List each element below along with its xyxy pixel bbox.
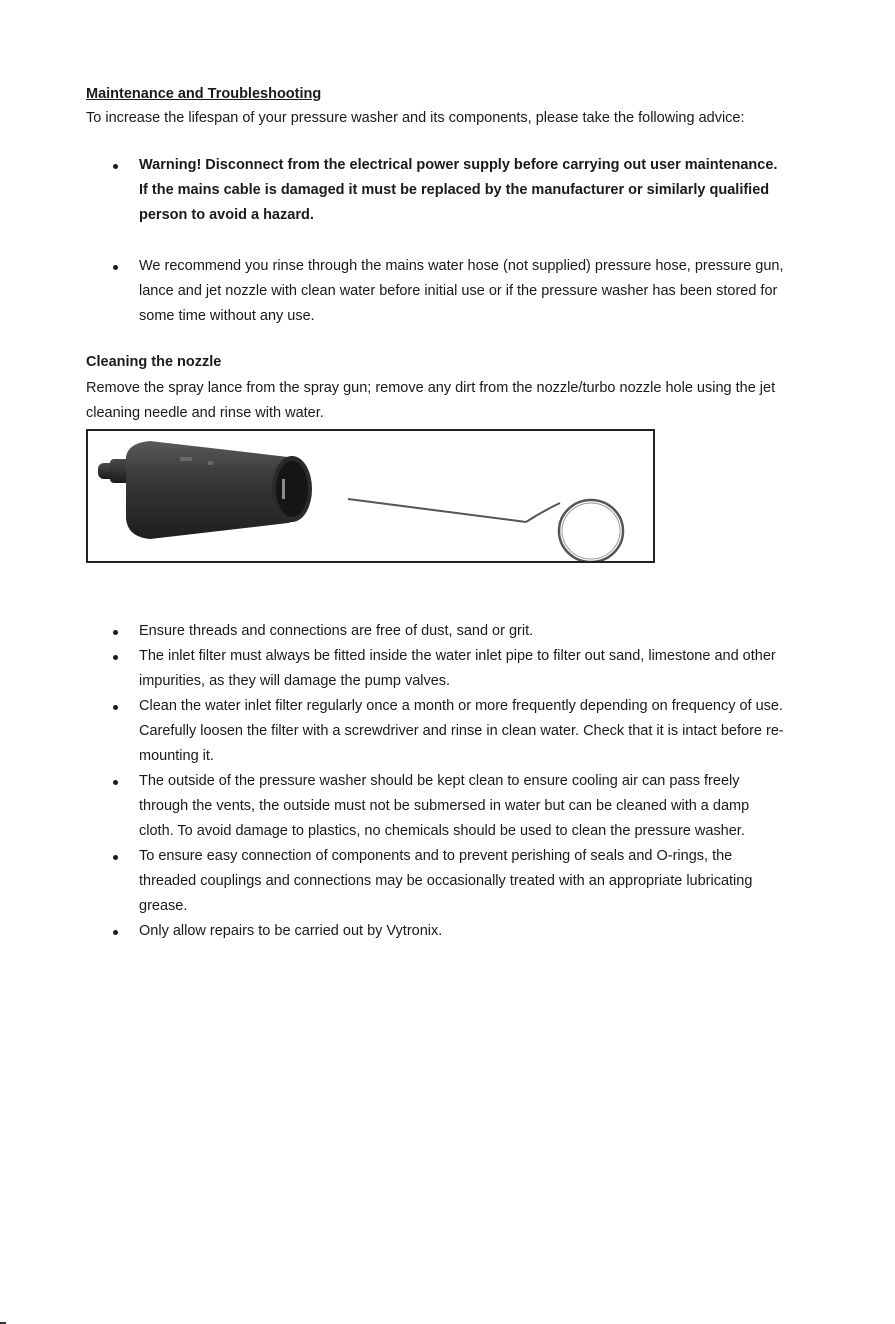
- tip-line: The inlet filter must always be fitted inside the water inlet pipe to filter out sand, limestone and other: [139, 648, 776, 664]
- bullet-icon: [113, 164, 118, 169]
- maintenance-intro: To increase the lifespan of your pressure washer and its components, please take the following advice:: [86, 110, 745, 126]
- nozzle-and-needle-illustration: [88, 431, 653, 561]
- nozzle-text-line: Remove the spray lance from the spray gun; remove any dirt from the nozzle/turbo nozzle hole using the jet: [86, 380, 776, 396]
- maintenance-heading: Maintenance and Troubleshooting: [86, 86, 322, 102]
- warning-line: If the mains cable is damaged it must be replaced by the manufacturer or similarly qualified: [139, 182, 770, 198]
- cleaning-nozzle-text: [86, 376, 816, 426]
- tip-line: grease.: [139, 898, 188, 914]
- rinse-line: lance and jet nozzle with clean water before initial use or if the pressure washer has been stored for: [139, 283, 778, 299]
- tip-item: [110, 644, 825, 694]
- bullet-icon: [113, 855, 118, 860]
- bullet-icon: [113, 930, 118, 935]
- cleaning-nozzle-heading: Cleaning the nozzle: [86, 354, 222, 370]
- maintenance-tips-list: [110, 619, 825, 944]
- nozzle-icon: [98, 441, 312, 539]
- tip-line: Only allow repairs to be carried out by Vytronix.: [139, 923, 443, 939]
- tip-line: through the vents, the outside must not be submersed in water but can be cleaned with a damp: [139, 798, 750, 814]
- tip-line: impurities, as they will damage the pump valves.: [139, 673, 451, 689]
- tip-item: [110, 844, 825, 919]
- warning-line: Warning! Disconnect from the electrical power supply before carrying out user maintenance.: [139, 157, 778, 173]
- warning-list: [110, 153, 825, 228]
- rinse-line: We recommend you rinse through the mains water hose (not supplied) pressure hose, pressure gun,: [139, 258, 784, 274]
- tip-item: [110, 919, 825, 944]
- bullet-icon: [113, 780, 118, 785]
- tip-line: Carefully loosen the filter with a screwdriver and rinse in clean water. Check that it is intact before re-: [139, 723, 784, 739]
- tip-line: cloth. To avoid damage to plastics, no chemicals should be used to clean the pressure washer.: [139, 823, 745, 839]
- tip-item: [110, 769, 825, 844]
- rinse-list: [110, 254, 825, 329]
- tip-item: [110, 619, 825, 644]
- warning-line: person to avoid a hazard.: [139, 207, 314, 223]
- tip-item: [110, 694, 825, 769]
- rinse-item: [110, 254, 825, 329]
- bullet-icon: [113, 265, 118, 270]
- nozzle-text-line: cleaning needle and rinse with water.: [86, 405, 324, 421]
- warning-item: [110, 153, 825, 228]
- rinse-line: some time without any use.: [139, 308, 315, 324]
- nozzle-figure: [86, 429, 655, 563]
- tip-line: Ensure threads and connections are free of dust, sand or grit.: [139, 623, 534, 639]
- bullet-icon: [113, 655, 118, 660]
- tip-line: mounting it.: [139, 748, 214, 764]
- tip-line: threaded couplings and connections may be occasionally treated with an appropriate lubricating: [139, 873, 753, 889]
- tip-line: Clean the water inlet filter regularly once a month or more frequently depending on frequency of use.: [139, 698, 784, 714]
- cleaning-needle-icon: [348, 499, 623, 561]
- tip-line: To ensure easy connection of components and to prevent perishing of seals and O-rings, the: [139, 848, 733, 864]
- tip-line: The outside of the pressure washer should be kept clean to ensure cooling air can pass freely: [139, 773, 740, 789]
- bullet-icon: [113, 630, 118, 635]
- bullet-icon: [113, 705, 118, 710]
